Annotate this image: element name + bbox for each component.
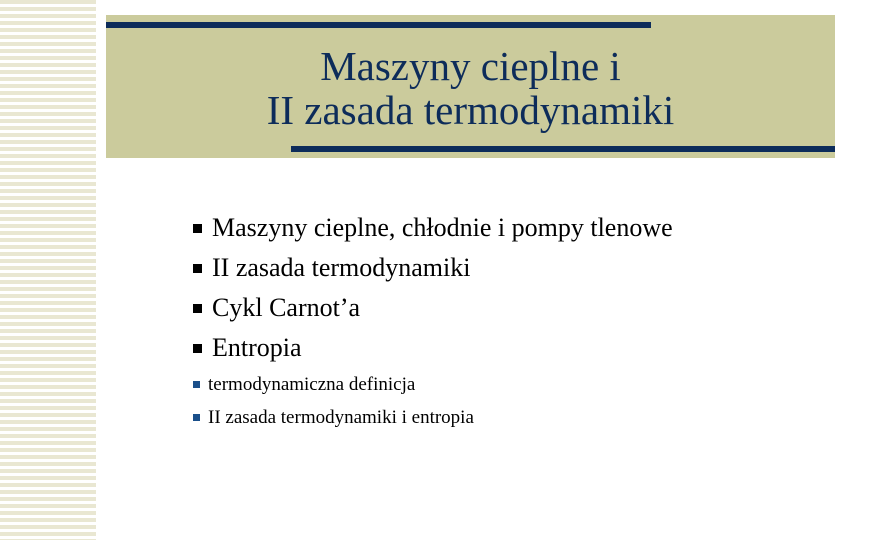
sub-bullet-item xyxy=(193,401,673,434)
bullet-text: Cykl Carnot’a xyxy=(212,293,361,322)
sub-bullet-text: II zasada termodynamiki i entropia xyxy=(208,406,474,428)
bullet-list xyxy=(193,208,673,434)
sub-bullet-text: termodynamiczna definicja xyxy=(208,373,416,395)
square-bullet-icon xyxy=(193,224,202,233)
sub-bullet-item xyxy=(193,368,673,401)
slide-title xyxy=(106,44,835,132)
title-rule-top xyxy=(106,22,651,28)
square-sub-bullet-icon xyxy=(193,414,200,421)
slide-title-line-1: Maszyny cieplne i xyxy=(320,43,621,89)
square-bullet-icon xyxy=(193,344,202,353)
square-bullet-icon xyxy=(193,304,202,313)
title-rule-bottom xyxy=(291,146,835,152)
bullet-text: Maszyny cieplne, chłodnie i pompy tlenowe xyxy=(212,213,673,242)
bullet-text: II zasada termodynamiki xyxy=(212,253,471,282)
square-bullet-icon xyxy=(193,264,202,273)
bullet-item xyxy=(193,248,673,288)
bullet-text: Entropia xyxy=(212,333,302,362)
bullet-item xyxy=(193,288,673,328)
slide-title-line-2: II zasada termodynamiki xyxy=(266,87,675,133)
bullet-item xyxy=(193,328,673,368)
bullet-item xyxy=(193,208,673,248)
square-sub-bullet-icon xyxy=(193,381,200,388)
decorative-stripes xyxy=(0,0,96,540)
